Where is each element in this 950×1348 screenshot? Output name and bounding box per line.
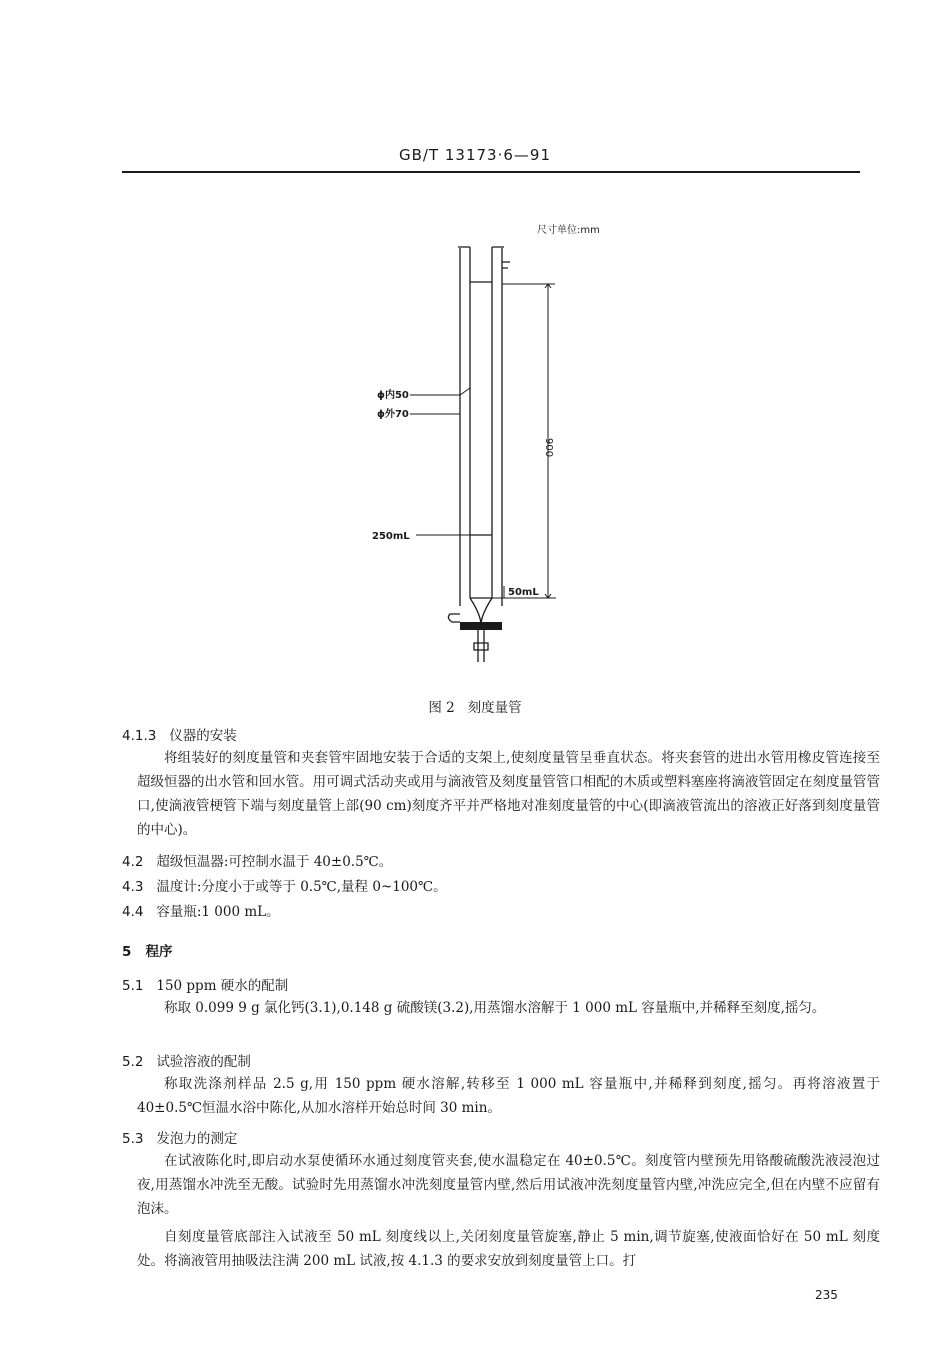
section-title: 发泡力的测定 bbox=[156, 1131, 238, 1147]
tube-drawing bbox=[448, 247, 510, 662]
section-number: 4.2 bbox=[122, 854, 144, 870]
section-number: 5 bbox=[122, 944, 132, 960]
section-5-heading bbox=[122, 940, 173, 960]
section-5-2-paragraph: 称取洗涤剂样品 2.5 g,用 150 ppm 硬水溶解,转移至 1 000 mL 容量瓶中,并稀释到刻度,摇匀。再将溶液置于 40±0.5℃恒温水浴中陈化,从加水溶样开始总时间 30 min。 bbox=[137, 1076, 880, 1116]
section-5-1-heading bbox=[122, 974, 288, 994]
section-title: 150 ppm 硬水的配制 bbox=[156, 978, 289, 994]
label-250ml: 250mL bbox=[372, 531, 410, 542]
label-50ml: 50mL bbox=[508, 587, 539, 598]
section-number: 5.1 bbox=[122, 978, 144, 994]
section-text: 超级恒温器:可控制水温于 40±0.5℃。 bbox=[156, 854, 393, 870]
section-text: 温度计:分度小于或等于 0.5℃,量程 0~100℃。 bbox=[156, 879, 447, 895]
section-title: 程序 bbox=[145, 944, 173, 960]
bottom-stopper bbox=[460, 622, 502, 630]
section-5-3-heading bbox=[122, 1127, 237, 1147]
section-title: 仪器的安装 bbox=[169, 728, 237, 744]
unit-note: 尺寸单位:mm bbox=[537, 225, 600, 236]
section-4-4 bbox=[122, 900, 280, 920]
section-number: 4.1.3 bbox=[122, 728, 157, 744]
label-inner-diameter: ϕ内50 bbox=[377, 390, 409, 401]
section-number: 4.4 bbox=[122, 904, 144, 920]
label-outer-diameter: ϕ外70 bbox=[377, 409, 409, 420]
section-4-2 bbox=[122, 850, 392, 870]
figure-caption: 图 2 刻度量管 bbox=[428, 700, 522, 716]
section-4-1-3-heading bbox=[122, 724, 237, 744]
section-number: 5.3 bbox=[122, 1131, 144, 1147]
section-text: 容量瓶:1 000 mL。 bbox=[156, 904, 280, 920]
section-4-1-3-paragraph: 将组装好的刻度量管和夹套管牢固地安装于合适的支架上,使刻度量管呈垂直状态。将夹套管的进出水管用橡皮管连接至超级恒器的出水管和回水管。用可调式活动夹或用与滴液管及刻度量管管口相配的木质或塑料塞座将滴液管固定在刻度量管管口,使滴液管梗管下端与刻度量管上部(90 cm)刻度齐平并严格地对准刻度量管的中心(即滴液管流出的溶液正好落到刻度量管的中心)。 bbox=[137, 750, 880, 838]
section-5-1-paragraph: 称取 0.099 9 g 氯化钙(3.1),0.148 g 硫酸镁(3.2),用蒸馏水溶解于 1 000 mL 容量瓶中,并稀释至刻度,摇匀。 bbox=[164, 1000, 826, 1016]
section-5-2-heading bbox=[122, 1050, 251, 1070]
callouts-left bbox=[410, 388, 470, 535]
section-5-3-paragraph-2: 自刻度量管底部注入试液至 50 mL 刻度线以上,关闭刻度量管旋塞,静止 5 min,调节旋塞,使液面恰好在 50 mL 刻度处。将滴液管用抽吸法注满 200 mL 试液,按 4.1.3 的要求安放到刻度量管上口。打 bbox=[137, 1229, 880, 1269]
section-number: 4.3 bbox=[122, 879, 144, 895]
dim-900-label: 900 bbox=[543, 438, 554, 458]
page-header-title: GB/T 13173·6—91 bbox=[398, 146, 551, 164]
section-title: 试验溶液的配制 bbox=[156, 1054, 251, 1070]
section-5-3-paragraph-1: 在试液陈化时,即启动水泵使循环水通过刻度管夹套,使水温稳定在 40±0.5℃。刻度管内壁预先用铬酸硫酸洗液浸泡过夜,用蒸馏水冲洗至无酸。试验时先用蒸馏水冲洗刻度量管内壁,然后用试液冲洗刻度量管内壁,冲洗应完全,但在内壁不应留有泡沫。 bbox=[137, 1153, 880, 1217]
page-number: 235 bbox=[815, 1288, 838, 1302]
section-4-3 bbox=[122, 875, 447, 895]
section-number: 5.2 bbox=[122, 1054, 144, 1070]
